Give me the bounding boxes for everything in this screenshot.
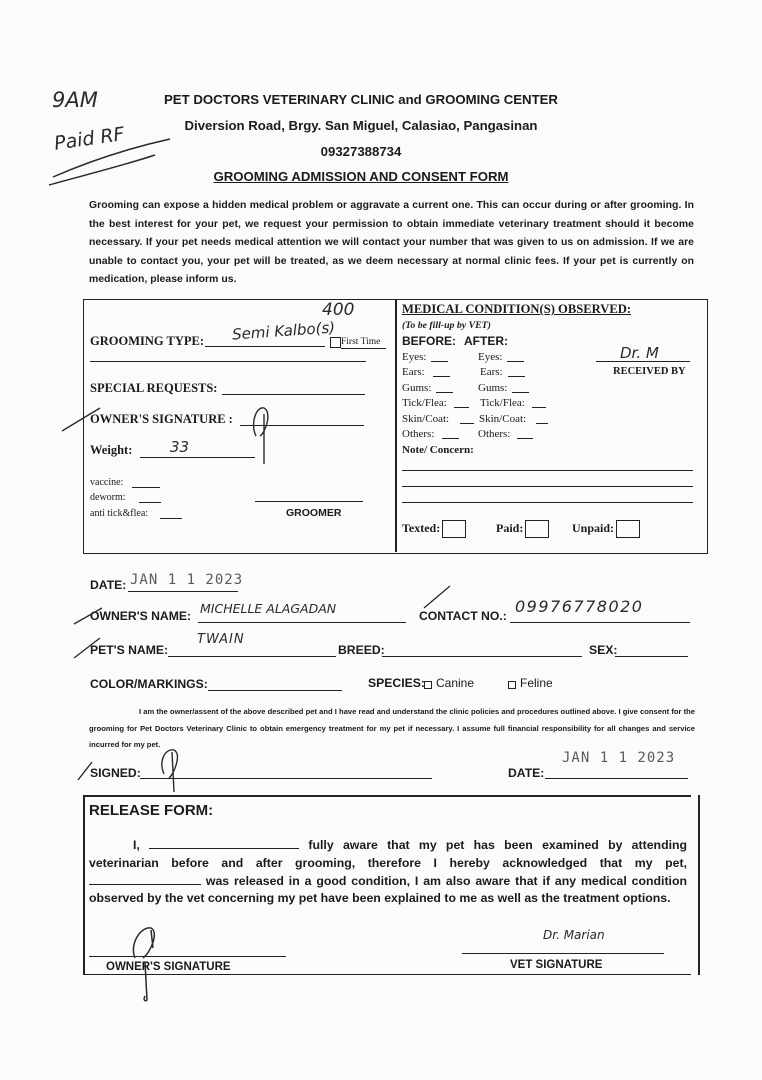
vet-signature-label: VET SIGNATURE (510, 959, 603, 971)
release-text-1: fully aware that my pet has been examined by attending veterinarian before and after grooming, therefore I hereby acknowledged that my pet, (89, 838, 688, 870)
contact-label: CONTACT NO.: (419, 609, 507, 623)
note-line-2[interactable] (402, 486, 693, 487)
breed-line[interactable] (382, 656, 582, 657)
after-skin-coat-line[interactable] (536, 423, 548, 424)
weight-label: Weight: (90, 443, 133, 457)
deworm-label: deworm: (90, 492, 126, 503)
owner-name-label: OWNER'S NAME: (90, 609, 192, 623)
before-others-line[interactable] (442, 438, 459, 439)
date-label: DATE: (90, 578, 127, 592)
vet-signature-value: Dr. Marian (543, 928, 605, 942)
feline-checkbox[interactable] (508, 681, 516, 689)
canine-checkbox[interactable] (424, 681, 432, 689)
contact-line[interactable] (510, 622, 690, 623)
handwritten-paid-note: Paid RF (52, 123, 126, 155)
pet-name-line[interactable] (168, 656, 336, 657)
vaccine-line[interactable] (132, 487, 160, 488)
unpaid-checkbox[interactable] (616, 520, 640, 538)
groomer-label: GROOMER (286, 507, 342, 519)
owner-signature-line[interactable] (89, 956, 286, 957)
release-title: RELEASE FORM: (89, 802, 214, 819)
date-line[interactable] (128, 591, 238, 592)
before-gums: Gums: (402, 382, 432, 394)
sex-label: SEX: (589, 643, 618, 657)
after-tick-flea: Tick/Flea: (480, 397, 525, 409)
received-by-line[interactable] (596, 361, 690, 362)
release-right-rule (698, 795, 700, 975)
before-skin-coat: Skin/Coat: (402, 413, 450, 425)
breed-label: BREED: (338, 643, 385, 657)
owner-name-line[interactable] (198, 622, 406, 623)
species-label: SPECIES: (368, 676, 425, 690)
after-gums: Gums: (478, 382, 508, 394)
consent-paragraph: I am the owner/assent of the above described pet and I have read and understand the clinic policies and procedures outlined above. I give consent for the grooming for Pet Doctors Veterinary Clinic to obtain emergency treatment for my pet if necessary. I assume full financial responsibility for all changes and service incurred for my pet. (89, 707, 695, 749)
vaccine-label: vaccine: (90, 477, 124, 488)
before-gums-line[interactable] (436, 392, 453, 393)
weight-line[interactable] (140, 457, 255, 458)
before-ears: Ears: (402, 366, 425, 378)
owner-name-value: MICHELLE ALAGADAN (200, 601, 337, 616)
medical-condition-subtitle: (To be fill-up by VET) (402, 320, 491, 331)
release-text-2: was released in a good condition, I am also aware that if any medical condition observed by the vet concerning my pet have been explained to me as well as the treatment options. (89, 873, 687, 906)
box-divider (395, 300, 397, 552)
release-paragraph (89, 837, 687, 908)
received-by-value: Dr. M (620, 344, 659, 362)
release-left-rule (83, 795, 85, 975)
special-requests-label: SPECIAL REQUESTS: (90, 381, 218, 395)
intro-paragraph: Grooming can expose a hidden medical problem or aggravate a current one. This can occur during or after grooming. In the best interest for your pet, we request your permission to obtain immediate veterinary treatment should it become necessary. If your pet needs medical attention we will contact your number that was given to us on admission. If we are unable to contact you, your pet will be treated, as we deem necessary at normal clinic fees. If your pet is currently on medication, please inform us. (89, 200, 694, 286)
clinic-address: Diversion Road, Brgy. San Miguel, Calasiao, Pangasinan (184, 118, 538, 133)
form-title: GROOMING ADMISSION AND CONSENT FORM (213, 169, 509, 184)
weight-value: 33 (170, 438, 190, 456)
deworm-line[interactable] (139, 502, 161, 503)
texted-text: Texted: (402, 520, 441, 535)
before-eyes: Eyes: (402, 351, 427, 363)
note-line-1[interactable] (402, 470, 693, 471)
before-ears-line[interactable] (433, 376, 450, 377)
first-time-checkbox[interactable] (330, 337, 341, 348)
signed-label: SIGNED: (90, 766, 141, 780)
after-others: Others: (478, 428, 511, 440)
consent-date-stamp: JAN 1 1 2023 (562, 750, 676, 766)
medical-condition-title: MEDICAL CONDITION(S) OBSERVED: (402, 302, 632, 316)
groomer-line[interactable] (255, 501, 363, 502)
consent-date-line[interactable] (545, 778, 688, 779)
color-markings-line[interactable] (208, 690, 342, 691)
clinic-name: PET DOCTORS VETERINARY CLINIC and GROOMING CENTER (164, 92, 558, 107)
anti-tick-line[interactable] (160, 518, 182, 519)
note-line-3[interactable] (402, 502, 693, 503)
clinic-phone: 09327388734 (320, 144, 402, 159)
texted-checkbox[interactable] (442, 520, 466, 538)
pet-name-check-mark (70, 634, 110, 664)
anti-tick-label: anti tick&flea: (90, 508, 149, 519)
signed-scribble (74, 744, 214, 794)
date-stamp: JAN 1 1 2023 (130, 572, 244, 588)
color-markings-label: COLOR/MARKINGS: (90, 677, 208, 691)
unpaid-label (572, 520, 640, 538)
after-eyes-line[interactable] (507, 361, 524, 362)
before-tick-flea-line[interactable] (454, 407, 469, 408)
release-pet-blank[interactable] (89, 884, 201, 885)
after-skin-coat: Skin/Coat: (479, 413, 527, 425)
contact-check-mark (420, 582, 460, 612)
unpaid-text: Unpaid: (572, 520, 615, 535)
contact-value: 09976778020 (515, 597, 644, 616)
after-ears-line[interactable] (508, 376, 525, 377)
grooming-type-line[interactable] (205, 346, 325, 347)
after-label: AFTER: (464, 334, 508, 348)
grooming-price: 400 (322, 300, 355, 320)
before-others: Others: (402, 428, 435, 440)
before-label: BEFORE: (402, 334, 456, 348)
special-requests-line[interactable] (222, 394, 365, 395)
before-eyes-line[interactable] (431, 361, 448, 362)
paid-label (496, 520, 549, 538)
sex-line[interactable] (615, 656, 688, 657)
received-by-label: RECEIVED BY (613, 366, 686, 377)
vet-signature-line[interactable] (462, 953, 664, 954)
after-eyes: Eyes: (478, 351, 503, 363)
paid-text: Paid: (496, 520, 524, 535)
canine-label: Canine (436, 676, 475, 690)
after-gums-line[interactable] (512, 392, 529, 393)
before-skin-coat-line[interactable] (460, 423, 474, 424)
first-time-label: First Time (341, 337, 381, 347)
consent-date-label: DATE: (508, 766, 545, 780)
owners-signature-label: OWNER'S SIGNATURE : (90, 412, 233, 426)
release-i-text: I, (133, 838, 140, 852)
owner-name-check-mark (70, 600, 110, 630)
handwritten-time-note: 9AM (52, 88, 98, 112)
release-name-blank[interactable] (149, 848, 299, 849)
grooming-type-value: Semi Kalbo(s) (231, 318, 336, 344)
texted-label (402, 520, 466, 538)
note-concern-label: Note/ Concern: (402, 444, 474, 456)
paid-checkbox[interactable] (525, 520, 549, 538)
first-time-underline (341, 348, 386, 349)
feline-label: Feline (520, 676, 553, 690)
release-top-rule (83, 795, 691, 797)
after-tick-flea-line[interactable] (532, 407, 546, 408)
owner-release-signature-scribble (125, 918, 185, 1008)
pet-name-label: PET'S NAME: (90, 643, 169, 657)
after-ears: Ears: (480, 366, 503, 378)
before-tick-flea: Tick/Flea: (402, 397, 447, 409)
owner-signature-label: OWNER'S SIGNATURE (106, 961, 231, 973)
grooming-type-label: GROOMING TYPE: (90, 334, 205, 348)
pet-name-value: TWAIN (197, 632, 245, 647)
grooming-type-line-2[interactable] (90, 361, 366, 362)
after-others-line[interactable] (517, 438, 533, 439)
